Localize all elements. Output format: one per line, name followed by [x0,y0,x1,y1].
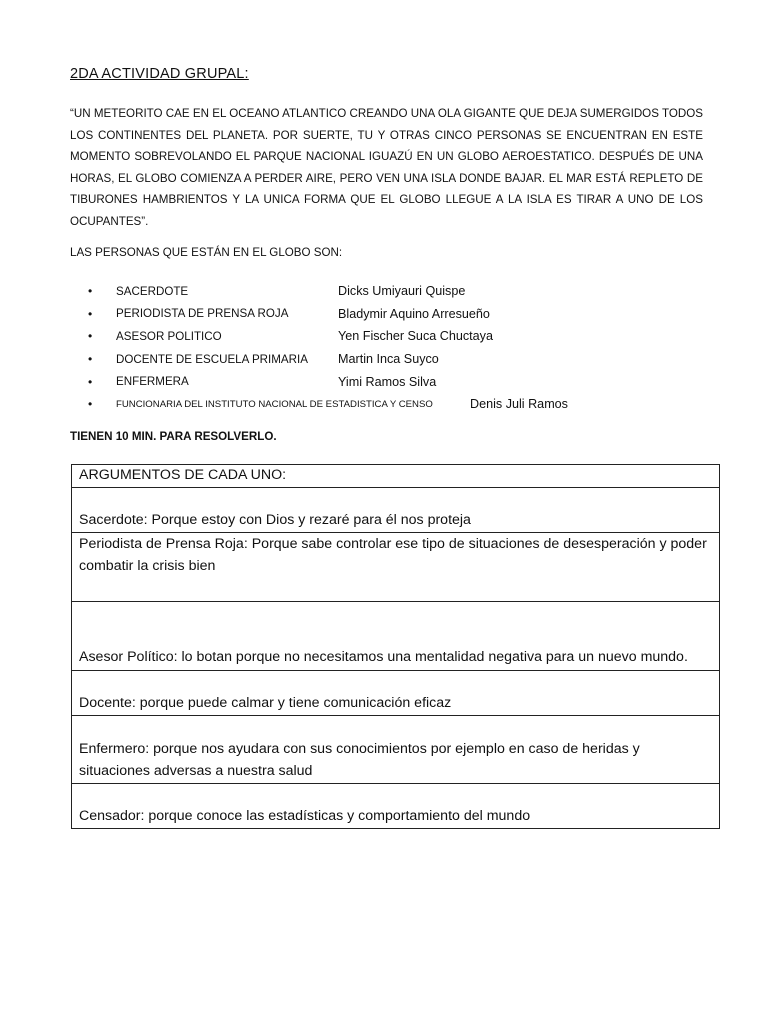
table-header: ARGUMENTOS DE CADA UNO: [72,465,720,488]
person-name: Denis Juli Ramos [470,397,568,412]
table-cell: Censador: porque conoce las estadísticas y comportamiento del mundo [72,784,720,829]
person-role: ASESOR POLITICO [116,329,222,343]
person-role: FUNCIONARIA DEL INSTITUTO NACIONAL DE ESTADISTICA Y CENSO [116,398,433,410]
table-row [72,671,720,716]
person-role: DOCENTE DE ESCUELA PRIMARIA [116,352,308,366]
list-item [88,325,738,348]
list-item [88,303,738,326]
person-role: ENFERMERA [116,375,189,389]
person-name: Yen Fischer Suca Chuctaya [338,329,493,344]
table-header-row [72,465,720,488]
document-title: 2DA ACTIVIDAD GRUPAL: [70,66,249,82]
table-cell: Sacerdote: Porque estoy con Dios y rezaré para él nos proteja [72,488,720,533]
people-heading: LAS PERSONAS QUE ESTÁN EN EL GLOBO SON: [70,246,343,259]
table-cell: Enfermero: porque nos ayudara con sus conocimientos por ejemplo en caso de heridas y situaciones adversas a nuestra salud [72,716,720,784]
table-row [72,716,720,784]
table-cell: Periodista de Prensa Roja: Porque sabe controlar ese tipo de situaciones de desesperación y poder combatir la crisis bien [72,533,720,602]
table-row [72,602,720,671]
table-row [72,488,720,533]
arguments-table [71,464,720,829]
person-role: PERIODISTA DE PRENSA ROJA [116,307,289,321]
table-cell: Docente: porque puede calmar y tiene comunicación eficaz [72,671,720,716]
table-row [72,533,720,602]
bullet-icon: • [88,397,93,412]
bullet-icon: • [88,306,93,321]
time-note: TIENEN 10 MIN. PARA RESOLVERLO. [70,430,277,443]
list-item [88,280,738,303]
scenario-paragraph: “UN METEORITO CAE EN EL OCEANO ATLANTICO CREANDO UNA OLA GIGANTE QUE DEJA SUMERGIDOS TODOS LOS CONTINENTES DEL PLANETA. POR SUERTE, TU Y OTRAS CINCO PERSONAS SE ENCUENTRAN EN ESTE MOMENTO SOBREVOLANDO EL PARQUE NACIONAL IGUAZÚ EN UN GLOBO AEROESTATICO. DESPUÉS DE UNA HORAS, EL GLOBO COMIENZA A PERDER AIRE, PERO VEN UNA ISLA DONDE BAJAR. EL MAR ESTÁ REPLETO DE TIBURONES HAMBRIENTOS Y LA UNICA FORMA QUE EL GLOBO LLEGUE A LA ISLA ES TIRAR A UNO DE LOS OCUPANTES”. [70,107,703,228]
bullet-icon: • [88,329,93,344]
people-list [88,280,738,416]
person-name: Dicks Umiyauri Quispe [338,284,466,299]
bullet-icon: • [88,352,93,367]
table-row [72,784,720,829]
person-role: SACERDOTE [116,284,189,298]
person-name: Martin Inca Suyco [338,352,439,367]
person-name: Bladymir Aquino Arresueño [338,306,490,321]
bullet-icon: • [88,284,93,299]
list-item [88,393,738,416]
list-item [88,370,738,393]
table-cell: Asesor Político: lo botan porque no necesitamos una mentalidad negativa para un nuevo mundo. [72,602,720,671]
list-item [88,348,738,371]
bullet-icon: • [88,374,93,389]
person-name: Yimi Ramos Silva [338,374,437,389]
